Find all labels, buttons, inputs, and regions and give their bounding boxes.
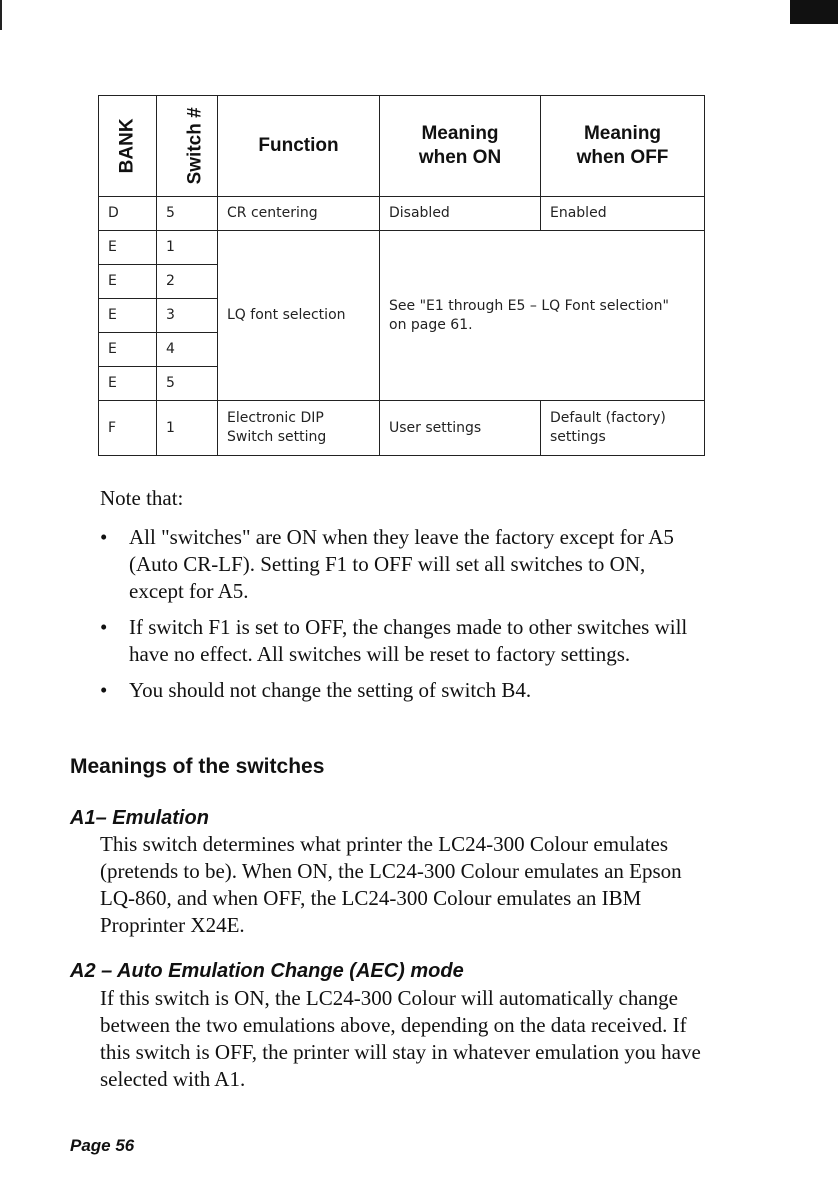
subsection-body-a2: If this switch is ON, the LC24-300 Colour will automatically change between the two emulations above, depending on the data received. If this switch is OFF, the printer will stay in whatever emulation you have selected with A1. <box>100 986 701 1091</box>
cell-switch: 1 <box>157 231 218 265</box>
subsection-heading-a2: A2 – Auto Emulation Change (AEC) mode <box>70 960 464 982</box>
bullet-icon: • <box>100 678 108 702</box>
cell-bank: E <box>99 231 157 265</box>
cell-bank: E <box>99 265 157 299</box>
cell-meaning-lq: See "E1 through E5 – LQ Font selection" on page 61. <box>380 231 705 401</box>
cell-switch: 2 <box>157 265 218 299</box>
cell-switch: 5 <box>157 197 218 231</box>
subsection-heading-a1: A1– Emulation <box>70 807 209 829</box>
list-item: • If switch F1 is set to OFF, the changes made to other switches will have no effect. All switches will be reset to factory settings. <box>100 615 688 666</box>
header-meaning-on: Meaning when ON <box>380 96 541 197</box>
cell-meaning-off: Enabled <box>541 197 705 231</box>
cell-function-lq: LQ font selection <box>218 231 380 401</box>
cell-switch: 4 <box>157 333 218 367</box>
subsection-body-a1: This switch determines what printer the LC24-300 Colour emulates (pretends to be). When ON, the LC24-300 Colour emulates an Epson LQ-860, and when OFF, the LC24-300 Colour emulates an IBM Proprinter X24E. <box>100 832 682 937</box>
header-switch: Switch # <box>157 96 218 197</box>
cell-function: Electronic DIP Switch setting <box>218 401 380 456</box>
list-item: • All "switches" are ON when they leave the factory except for A5 (Auto CR-LF). Setting F1 to OFF will set all switches to ON, except for A5. <box>100 525 674 603</box>
cell-switch: 1 <box>157 401 218 456</box>
note-bullet-list <box>100 524 700 713</box>
cell-meaning-on: Disabled <box>380 197 541 231</box>
cell-bank: E <box>99 367 157 401</box>
cell-function: CR centering <box>218 197 380 231</box>
page-number: Page 56 <box>70 1136 135 1155</box>
bullet-icon: • <box>100 525 108 549</box>
cell-meaning-on: User settings <box>380 401 541 456</box>
scan-corner-mark <box>790 0 838 24</box>
cell-bank: E <box>99 299 157 333</box>
cell-switch: 3 <box>157 299 218 333</box>
cell-switch: 5 <box>157 367 218 401</box>
scan-edge-mark <box>0 0 2 30</box>
list-item: • You should not change the setting of switch B4. <box>100 678 532 702</box>
table-row <box>99 197 705 231</box>
section-heading: Meanings of the switches <box>70 755 325 778</box>
cell-meaning-off: Default (factory) settings <box>541 401 705 456</box>
cell-bank: D <box>99 197 157 231</box>
header-bank: BANK <box>99 96 157 197</box>
note-title: Note that: <box>100 486 184 510</box>
header-meaning-off: Meaning when OFF <box>541 96 705 197</box>
dip-switch-table <box>98 95 705 456</box>
header-function: Function <box>218 96 380 197</box>
table-row <box>99 401 705 456</box>
cell-bank: F <box>99 401 157 456</box>
table-row <box>99 231 705 265</box>
table-header-row <box>99 96 705 197</box>
cell-bank: E <box>99 333 157 367</box>
bullet-icon: • <box>100 615 108 639</box>
